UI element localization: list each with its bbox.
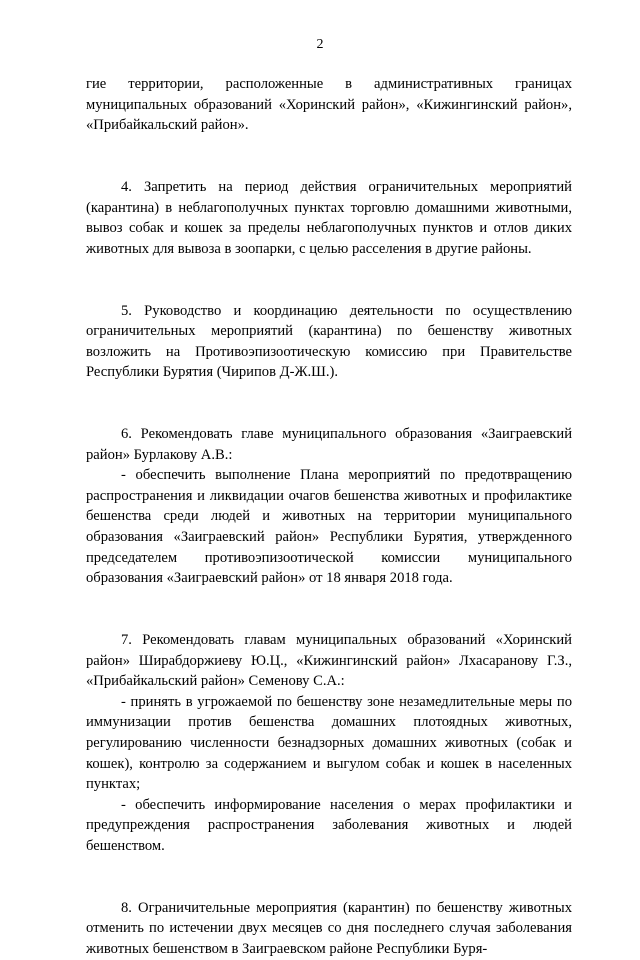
section-item-7 (86, 630, 572, 857)
section-item-8 (86, 898, 572, 960)
paragraph: - обеспечить выполнение Плана мероприятий по предотвращению распространения и ликвидации очагов бешенства животных и профилактике бешенства среди людей и животных на территории муниципального образования «Заиграевский район» Республики Бурятия, утвержденного председателем противоэпизоотической комиссии муниципального образования «Заиграевский район» от 18 января 2018 года. (86, 467, 572, 587)
section-item-5 (86, 301, 572, 383)
paragraph: 8. Ограничительные мероприятия (карантин) по бешенству животных отменить по истечении двух месяцев со дня последнего случая заболевания животных бешенством в Заиграевском районе Республики Буря- (86, 899, 572, 957)
paragraph: гие территории, расположенные в административных границах муниципальных образований «Хоринский район», «Кижингинский район», «Прибайкальский район». (86, 76, 572, 134)
paragraph: 7. Рекомендовать главам муниципальных образований «Хоринский район» Ширабдоржиеву Ю.Ц., «Кижингинский район» Лхасаранову Г.З., «Прибайкальский район» Семенову С.А.: (86, 632, 572, 690)
section-continuation (86, 74, 572, 136)
document-body (86, 74, 572, 960)
paragraph: 4. Запретить на период действия ограничительных мероприятий (карантина) в неблагополучных пунктах торговлю домашними животными, вывоз собак и кошек за пределы неблагополучных пунктов и отлов диких животных для вывоза в зоопарки, с целью расселения в другие районы. (86, 178, 572, 257)
section-item-6 (86, 424, 572, 589)
paragraph: 5. Руководство и координацию деятельности по осуществлению ограничительных мероприятий (карантина) по бешенству животных возложить на Противоэпизоотическую комиссию при Правительстве Республики Бурятия (Чирипов Д-Ж.Ш.). (86, 302, 572, 381)
page-number: 2 (316, 37, 324, 52)
paragraph: - принять в угрожаемой по бешенству зоне незамедлительные меры по иммунизации против бешенства домашних плотоядных животных, регулированию численности безнадзорных домашних животных (собак и кошек), контролю за содержанием и выгулом собак и кошек в населенных пунктах; (86, 693, 572, 793)
section-item-4 (86, 177, 572, 259)
paragraph: 6. Рекомендовать главе муниципального образования «Заиграевский район» Бурлакову А.В.: (86, 426, 572, 463)
paragraph: - обеспечить информирование населения о мерах профилактики и предупреждения распространения заболевания животных и людей бешенством. (86, 796, 572, 854)
